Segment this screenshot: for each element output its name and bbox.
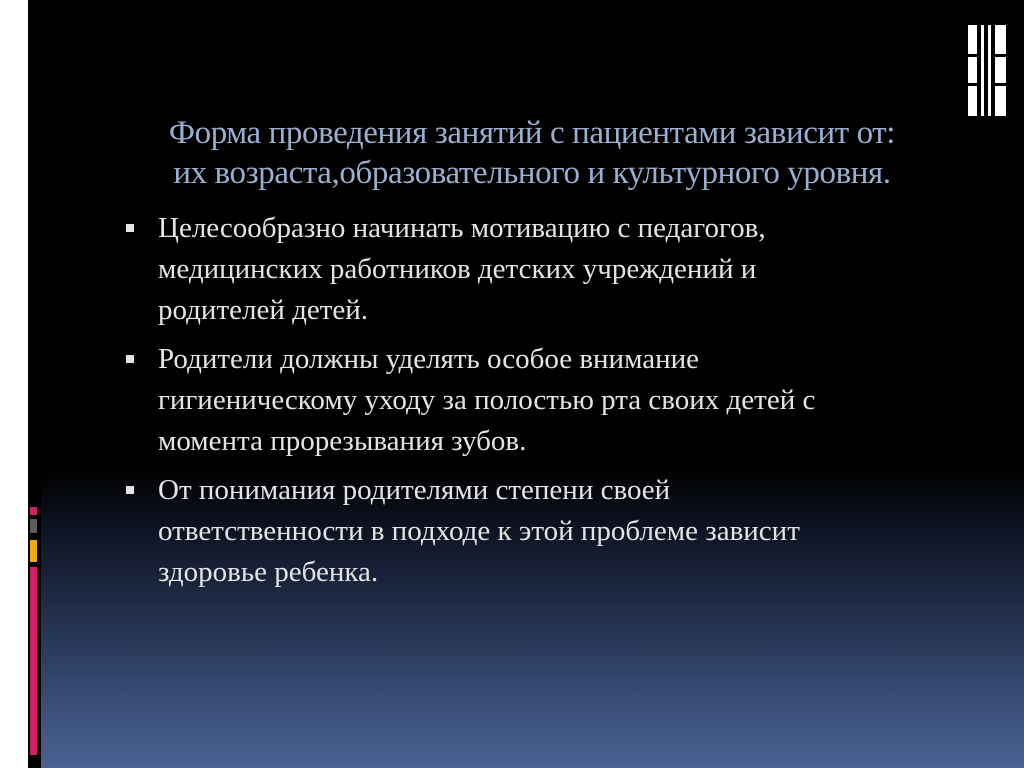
slide-title-line-2: их возраста,образовательного и культурного уровня. <box>173 155 891 191</box>
accent-bar-gray <box>30 519 37 533</box>
accent-bar-pink-top <box>30 507 37 515</box>
accent-bar-pink <box>30 567 37 755</box>
bullet-text-line: медицинских работников детских учреждений и <box>158 253 757 285</box>
bullet-text-line: От понимания родителями степени своей <box>158 474 671 506</box>
slide-title-line-1: Форма проведения занятий с пациентами зависит от: <box>168 115 896 151</box>
bullet-list <box>124 208 944 601</box>
bullet-text-line: гигиеническому уходу за полостью рта своих детей с <box>158 384 816 416</box>
square-bullet-icon <box>126 224 134 232</box>
window-panels-icon <box>967 23 1008 118</box>
bullet-text-line: момента прорезывания зубов. <box>158 425 527 457</box>
bullet-text-line: родителей детей. <box>158 294 369 326</box>
square-bullet-icon <box>126 486 134 494</box>
square-bullet-icon <box>126 355 134 363</box>
accent-bar-yellow <box>30 540 37 562</box>
bullet-item <box>124 339 944 462</box>
bullet-text-line: здоровье ребенка. <box>158 556 379 588</box>
bullet-text-line: ответственности в подходе к этой проблеме зависит <box>158 515 800 547</box>
slide-title <box>60 113 1004 193</box>
bullet-item <box>124 208 944 331</box>
bullet-text-line: Родители должны уделять особое внимание <box>158 343 700 375</box>
bullet-item <box>124 470 944 593</box>
bullet-text-line: Целесообразно начинать мотивацию с педагогов, <box>158 212 766 244</box>
